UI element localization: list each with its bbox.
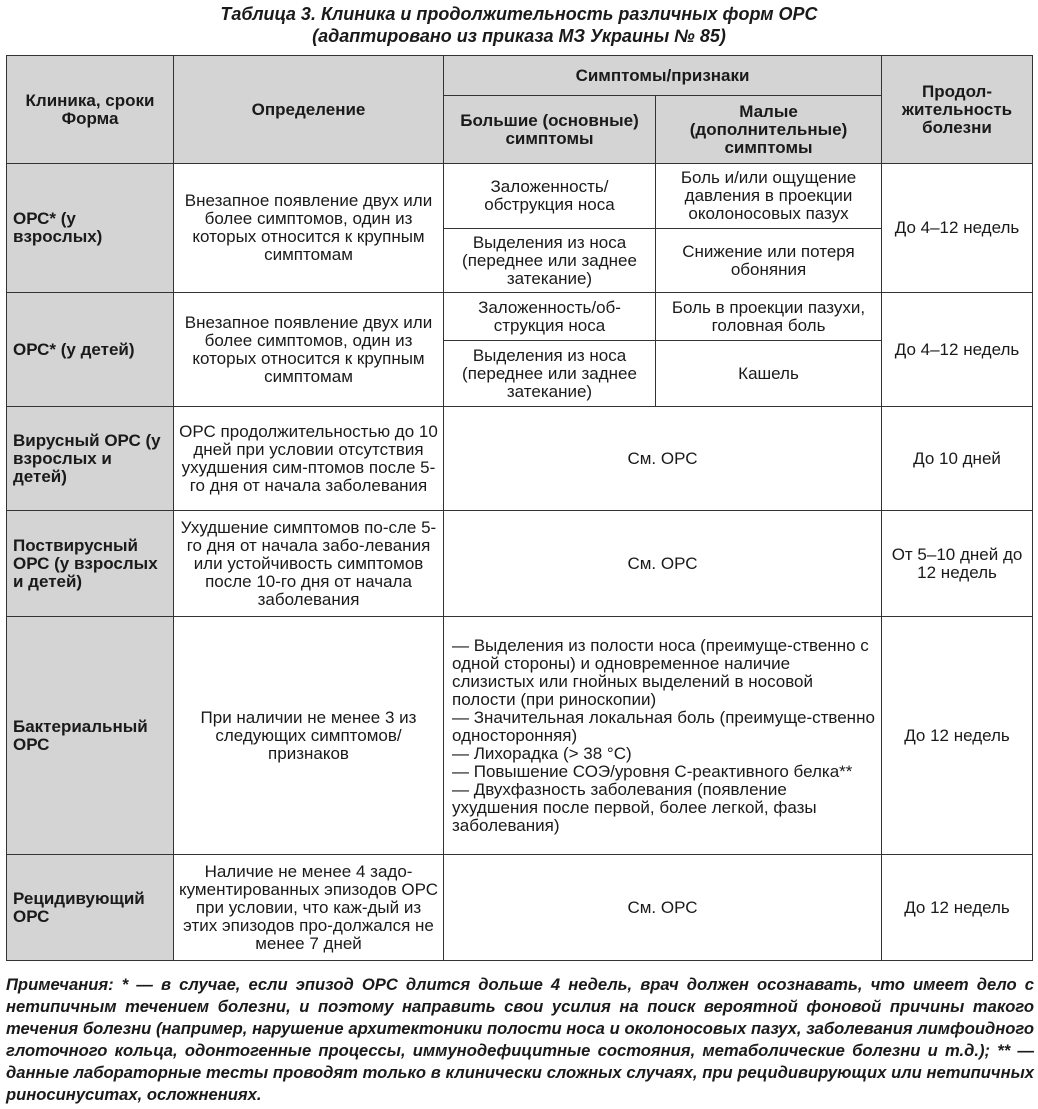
row-symptoms: См. ОРС xyxy=(444,855,882,961)
row-duration: До 4–12 недель xyxy=(882,293,1033,407)
minor-symptom: Снижение или потеря обоняния xyxy=(656,229,882,293)
major-symptom: Заложенность/об-струкция носа xyxy=(444,293,656,341)
symptom-list-item: — Выделения из полости носа (преимуще-ственно с одной стороны) и одновременное наличие слизистых или гнойных выделений в носовой полости (при риноскопии) xyxy=(452,635,869,709)
header-minor-symptoms: Малые (дополнительные) симптомы xyxy=(656,96,882,164)
ors-forms-table xyxy=(6,55,1033,961)
header-duration: Продол-жительность болезни xyxy=(882,56,1033,164)
row-duration: До 12 недель xyxy=(882,617,1033,855)
symptom-list-item: — Лихорадка (> 38 °C) xyxy=(452,743,632,763)
row-form: ОРС* (у детей) xyxy=(7,293,174,407)
notes-label: Примечания: xyxy=(6,975,114,994)
major-symptom: Выделения из носа (переднее или заднее затекание) xyxy=(444,341,656,407)
row-definition: При наличии не менее 3 из следующих симптомов/признаков xyxy=(174,617,444,855)
row-definition: Наличие не менее 4 задо-кументированных эпизодов ОРС при условии, что каж-дый из этих эпизодов про-должался не менее 7 дней xyxy=(174,855,444,961)
minor-symptom: Кашель xyxy=(656,341,882,407)
row-symptoms: См. ОРС xyxy=(444,407,882,511)
major-symptom: Заложенность/ обструкция носа xyxy=(444,164,656,229)
row-symptoms-list xyxy=(444,617,882,855)
row-duration: До 10 дней xyxy=(882,407,1033,511)
row-form: Поствирусный ОРС (у взрослых и детей) xyxy=(7,511,174,617)
header-form: Клиника, сроки Форма xyxy=(7,56,174,164)
table-notes xyxy=(6,974,1034,1106)
row-duration: От 5–10 дней до 12 недель xyxy=(882,511,1033,617)
row-definition: Внезапное появление двух или более симптомов, один из которых относится к крупным симптомам xyxy=(174,293,444,407)
header-major-symptoms: Большие (основные) симптомы xyxy=(444,96,656,164)
notes-text: * — в случае, если эпизод ОРС длится дольше 4 недель, врач должен осознавать, что имеет дело с нетипичным течением болезни, и поэтому направить свои усилия на поиск вероятной фоновой причины такого течения болезни (например, нарушение архитектоники полости носа и околоносовых пазух, заболевания лимфоидного глоточного кольца, одонтогенные процессы, иммунодефицитные состояния, метаболические болезни и т.д.); ** — данные лабораторные тесты проводят только в клинически сложных случаях, при рецидивирующих или нетипичных риносинуситах, осложнениях. xyxy=(6,975,1034,1104)
major-symptom: Выделения из носа (переднее или заднее затекание) xyxy=(444,229,656,293)
row-form: Бактериальный ОРС xyxy=(7,617,174,855)
table-caption-title: Таблица 3. Клиника и продолжительность различных форм ОРС xyxy=(220,4,818,24)
table-caption-source: (адаптировано из приказа МЗ Украины № 85) xyxy=(312,26,726,46)
header-definition: Определение xyxy=(174,56,444,164)
row-form: Вирусный ОРС (у взрослых и детей) xyxy=(7,407,174,511)
symptom-list-item: — Двухфазность заболевания (появление ухудшения после первой, более легкой, фазы заболевания) xyxy=(452,779,817,835)
row-definition: Внезапное появление двух или более симптомов, один из которых относится к крупным симптомам xyxy=(174,164,444,293)
row-form: ОРС* (у взрослых) xyxy=(7,164,174,293)
header-symptoms-group: Симптомы/признаки xyxy=(444,56,882,96)
row-form: Рецидивующий ОРС xyxy=(7,855,174,961)
row-duration: До 12 недель xyxy=(882,855,1033,961)
row-duration: До 4–12 недель xyxy=(882,164,1033,293)
row-symptoms: См. ОРС xyxy=(444,511,882,617)
minor-symptom: Боль и/или ощущение давления в проекции околоносовых пазух xyxy=(656,164,882,229)
row-definition: ОРС продолжительностью до 10 дней при условии отсутствия ухудшения сим-птомов после 5-го дня от начала заболевания xyxy=(174,407,444,511)
row-definition: Ухудшение симптомов по-сле 5-го дня от начала забо-левания или устойчивость симптомов после 10-го дня от начала заболевания xyxy=(174,511,444,617)
minor-symptom: Боль в проекции пазухи, головная боль xyxy=(656,293,882,341)
symptom-list-item: — Значительная локальная боль (преимуще-ственно односторонняя) xyxy=(452,707,875,745)
symptom-list-item: — Повышение СОЭ/уровня С-реактивного белка** xyxy=(452,761,853,781)
